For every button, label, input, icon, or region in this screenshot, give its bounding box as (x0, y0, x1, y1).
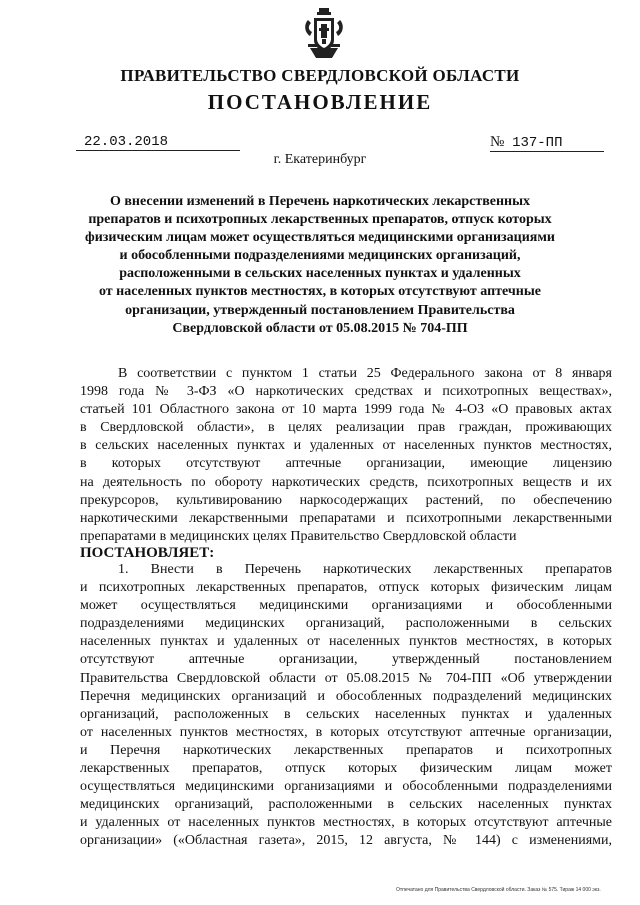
decree-word: ПОСТАНОВЛЯЕТ: (80, 545, 215, 561)
preamble-paragraph (80, 365, 612, 546)
text-line: осуществляться медицинскими организациями и обособленными подразделениями (80, 779, 612, 795)
text-line: статьей 101 Областного закона от 10 марта 1999 года № 4-ОЗ «О правовых актах (80, 402, 612, 418)
document-number-field (490, 134, 604, 152)
text-line: и удаленных от населенных пунктов местностях, в которых отсутствуют аптечные (80, 815, 612, 831)
title-line: расположенными в сельских населенных пунктах и удаленных (119, 266, 521, 282)
text-line: может осуществляться медицинскими организациями и обособленными (80, 598, 612, 614)
document-type: ПОСТАНОВЛЕНИЕ (207, 90, 433, 114)
title-line: организации, утвержденный постановлением Правительства (125, 302, 515, 318)
text-line: в которых отсутствуют аптечные организации, имеющие лицензию (80, 456, 612, 472)
title-line: препаратов и психотропных лекарственных препаратов, отпуск которых (88, 212, 552, 228)
text-line: в сельских населенных пунктах и удаленных от населенных пунктов местностях, (80, 438, 612, 454)
text-line: организации» («Областная газета», 2015, 12 августа, № 144) с изменениями, (80, 833, 612, 849)
number-prefix: № (490, 134, 505, 150)
text-line: в Свердловской области», в целях реализации прав граждан, проживающих (80, 420, 612, 436)
text-line: наркотическими лекарственными препаратами и психотропными лекарственными (80, 510, 612, 526)
title-line: от населенных пунктов местностях, в которых отсутствуют аптечные (98, 284, 542, 300)
text-line: организаций, расположенных в сельских населенных пунктах и удаленных (80, 706, 612, 722)
text-line: населенных пунктах и удаленных от населенных пунктов местностях, в которых (80, 634, 612, 650)
text-line: 1. Внести в Перечень наркотических лекарственных препаратов (118, 562, 612, 577)
coat-of-arms-icon (302, 6, 346, 60)
print-footer: Отпечатано для Правительства Свердловской области. Заказ № 575. Тираж 14 000 экз. (396, 887, 601, 893)
text-line: 1998 года № 3-ФЗ «О наркотических средствах и психотропных веществах», (80, 384, 612, 400)
text-line: препаратами в медицинских целях Правительство Свердловской области (80, 528, 517, 544)
text-line: В соответствии с пунктом 1 статьи 25 Федерального закона от 8 января (118, 366, 612, 381)
title-line: О внесении изменений в Перечень наркотических лекарственных (109, 194, 531, 209)
title-line: и обособленными подразделениями медицинских организаций, (119, 248, 521, 264)
government-name: ПРАВИТЕЛЬСТВО СВЕРДЛОВСКОЙ ОБЛАСТИ (120, 66, 520, 85)
text-line: Правительства Свердловской области от 05.08.2015 № 704-ПП «Об утверждении (80, 670, 612, 686)
text-line: от населенных пунктов местностях, в которых отсутствуют аптечные организации, (80, 724, 612, 740)
text-line: медицинских организаций, расположенными в сельских населенных пунктах (80, 797, 612, 813)
text-line: на деятельность по обороту наркотических средств, психотропных веществ и их (80, 474, 612, 490)
text-line: и психотропных лекарственных препаратов, отпуск которых физическим лицам (80, 580, 612, 596)
title-line: физическим лицам может осуществляться медицинскими организациями (85, 230, 555, 246)
text-line: Перечня медицинских организаций и обособленных подразделений медицинских (80, 688, 612, 704)
document-date: 22.03.2018 (76, 134, 240, 151)
city: г. Екатеринбург (273, 152, 367, 167)
document-title (80, 193, 560, 338)
text-line: лекарственных препаратов, отпуск которых физическим лицам может (80, 761, 612, 777)
text-line: и Перечня наркотических лекарственных препаратов и психотропных (80, 742, 612, 758)
document-number: 137-ПП (512, 135, 563, 151)
text-line: подразделениями медицинских организаций, расположенными в сельских (80, 616, 612, 632)
text-line: отсутствуют аптечные организации, утвержденный постановлением (80, 652, 612, 668)
title-line: Свердловской области от 05.08.2015 № 704-ПП (172, 320, 468, 336)
text-line: прекурсоров, культивированию наркосодержащих растений, по обеспечению (80, 492, 612, 508)
clause-1-paragraph (80, 561, 612, 851)
